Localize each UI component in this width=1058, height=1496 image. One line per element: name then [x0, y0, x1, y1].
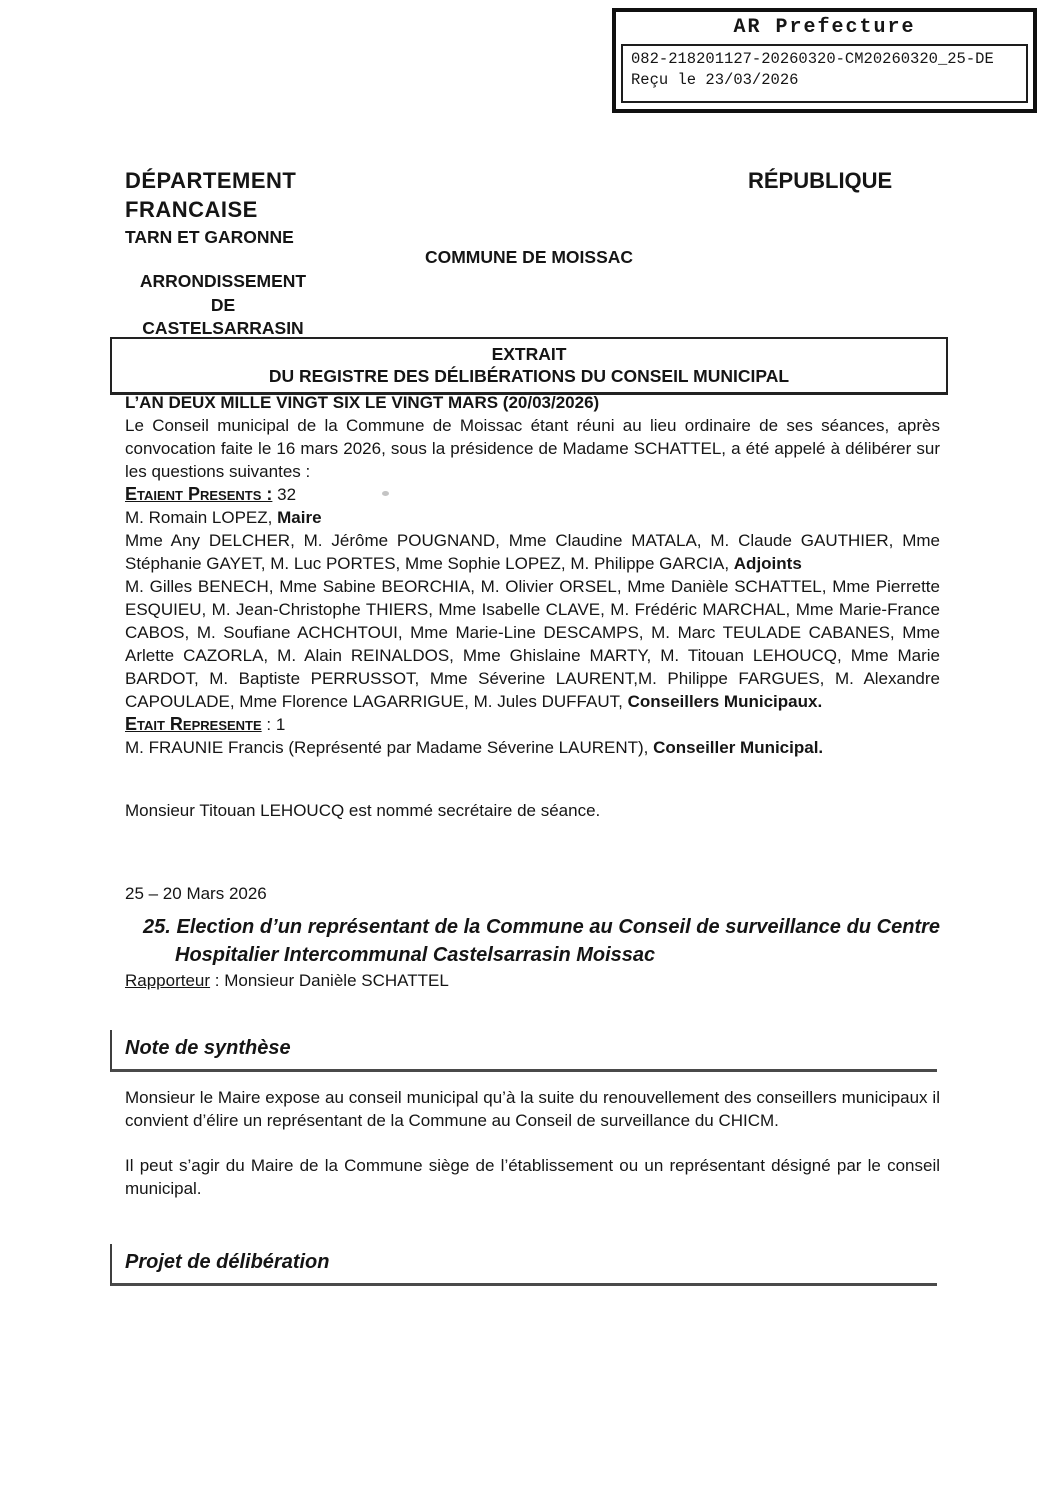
departement-line1: DÉPARTEMENT [125, 168, 297, 193]
represente-role: Conseiller Municipal. [653, 738, 824, 757]
adjoints-names: Mme Any DELCHER, M. Jérôme POUGNAND, Mme Claudine MATALA, M. Claude GAUTHIER, Mme Stéphanie GAYET, M. Luc PORTES, Mme Sophie LOPEZ, M. Philippe GARCIA, [125, 531, 940, 573]
note-synthese-heading: Note de synthèse [110, 1030, 937, 1072]
departement-line2: FRANCAISE [125, 197, 258, 222]
arrondissement-block [123, 270, 323, 341]
stamp-body [621, 44, 1028, 103]
prefecture-stamp [612, 8, 1037, 113]
stamp-received-date: Reçu le 23/03/2026 [631, 71, 799, 89]
arrondissement-line2: DE [210, 294, 236, 315]
represente-line [125, 713, 940, 736]
stamp-title: AR Prefecture [733, 16, 916, 39]
session-intro: Le Conseil municipal de la Commune de Moissac étant réuni au lieu ordinaire de ses séances, après convocation faite le 16 mars 2026, sous la présidence de Madame SCHATTEL, a été appelé à délibérer sur les questions suivantes : [125, 416, 940, 481]
conseillers-paragraph [125, 575, 940, 713]
maire-name: M. Romain LOPEZ, [125, 508, 278, 527]
adjoints-role: Adjoints [733, 554, 802, 573]
commune-label: COMMUNE DE MOISSAC [424, 247, 634, 267]
projet-deliberation-heading: Projet de délibération [110, 1244, 937, 1286]
note-synthese-para1: Monsieur le Maire expose au conseil municipal qu’à la suite du renouvellement des conseillers municipaux il convient d’élire un représentant de la Commune au Conseil de surveillance du CHICM. [125, 1088, 940, 1130]
republique-label: RÉPUBLIQUE [748, 168, 893, 193]
rapporteur-label: Rapporteur [125, 971, 211, 990]
represente-count: : 1 [261, 715, 286, 734]
adjoints-paragraph [125, 529, 940, 575]
extrait-line1: EXTRAIT [491, 344, 567, 364]
document-body [125, 391, 940, 1286]
stamp-reference-number: 082-218201127-20260320-CM20260320_25-DE [631, 50, 994, 68]
deliberation-title [143, 913, 941, 969]
conseillers-role: Conseillers Municipaux. [627, 692, 823, 711]
represente-label: Etait Represente [125, 714, 262, 734]
represente-member-line [125, 736, 940, 759]
presents-count: 32 [272, 485, 297, 504]
represente-name: M. FRAUNIE Francis (Représenté par Madame Séverine LAURENT), [125, 738, 654, 757]
presents-line [125, 483, 940, 506]
departement-block [125, 166, 296, 250]
maire-role: Maire [277, 508, 322, 527]
deliberation-title-text: Election d’un représentant de la Commune au Conseil de surveillance du Centre Hospitalier Intercommunal Castelsarrasin Moissac [175, 916, 941, 966]
extrait-line2: DU REGISTRE DES DÉLIBÉRATIONS DU CONSEIL MUNICIPAL [268, 366, 790, 386]
maire-line [125, 506, 940, 529]
note-synthese-para2: Il peut s’agir du Maire de la Commune siège de l’établissement ou un représentant désigné par le conseil municipal. [125, 1156, 940, 1198]
deliberation-number: 25. [143, 916, 171, 938]
rapporteur-line [125, 969, 940, 992]
departement-line3: TARN ET GARONNE [125, 227, 294, 247]
session-date-heading: L’AN DEUX MILLE VINGT SIX LE VINGT MARS (20/03/2026) [125, 393, 600, 412]
presents-label: Etaient Presents : [125, 484, 273, 504]
extrait-title-box [110, 337, 948, 395]
secretaire-line: Monsieur Titouan LEHOUCQ est nommé secrétaire de séance. [125, 801, 601, 820]
arrondissement-line3: CASTELSARRASIN [142, 318, 304, 338]
deliberation-ref: 25 – 20 Mars 2026 [125, 884, 267, 903]
rapporteur-value: : Monsieur Danièle SCHATTEL [210, 971, 449, 990]
arrondissement-line1: ARRONDISSEMENT [139, 271, 307, 291]
conseillers-names: M. Gilles BENECH, Mme Sabine BEORCHIA, M. Olivier ORSEL, Mme Danièle SCHATTEL, Mme Pierrette ESQUIEU, M. Jean-Christophe THIERS, Mme Isabelle CLAVE, M. Frédéric MARCHAL, Mme Marie-France CABOS, M. Soufiane ACHCHTOUI, Mme Marie-Line DESCAMPS, M. Marc TEULADE CABANES, Mme Arlette CAZORLA, M. Alain REINALDOS, Mme Ghislaine MARTY, M. Titouan LEHOUCQ, Mme Marie BARDOT, M. Baptiste PERRUSSOT, Mme Séverine LAURENT,M. Philippe FARGUES, M. Alexandre CAPOULADE, Mme Florence LAGARRIGUE, M. Jules DUFFAUT, [125, 577, 940, 711]
